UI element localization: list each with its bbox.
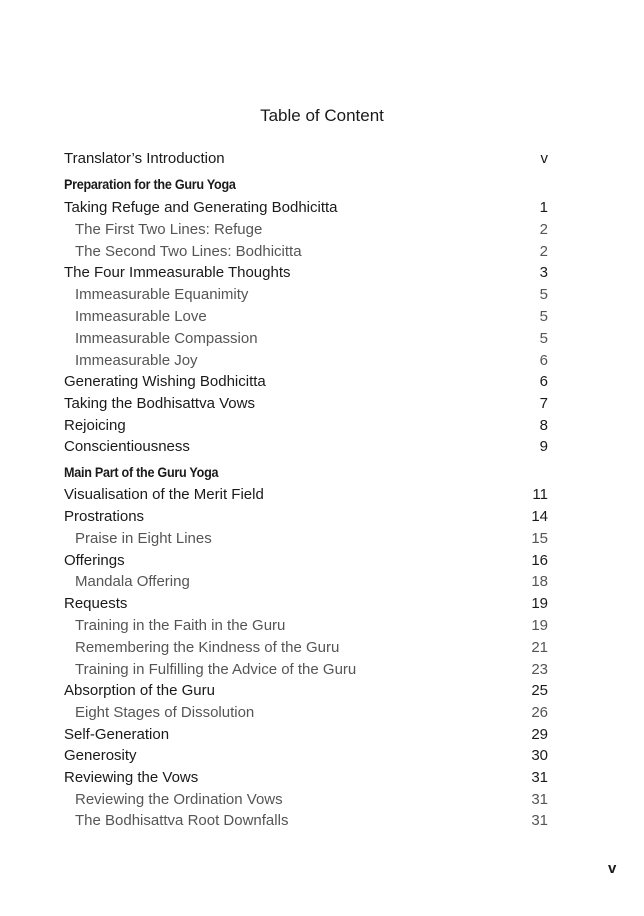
- toc-subentry[interactable]: [64, 243, 548, 263]
- toc-subentry[interactable]: [64, 639, 548, 659]
- toc-subentry[interactable]: [64, 352, 548, 372]
- toc-entry-page-number: 9: [539, 438, 548, 455]
- toc-entry[interactable]: [64, 747, 548, 767]
- toc-entry-title: Absorption of the Guru: [64, 682, 215, 699]
- toc-entry-page-number: 18: [531, 573, 548, 590]
- toc-entry[interactable]: [64, 486, 548, 506]
- toc-subentry[interactable]: [64, 617, 548, 637]
- toc-entry-page-number: 19: [531, 595, 548, 612]
- toc-entry-title: The First Two Lines: Refuge: [75, 221, 263, 238]
- toc-entry[interactable]: [64, 682, 548, 702]
- page-number: v: [608, 860, 617, 877]
- toc-entry-page-number: 7: [539, 395, 548, 412]
- toc-entry-page-number: v: [540, 150, 548, 167]
- toc-entry[interactable]: [64, 373, 548, 393]
- toc-entry[interactable]: [64, 199, 548, 219]
- toc-entry[interactable]: [64, 552, 548, 572]
- toc-entry-title: Immeasurable Compassion: [75, 330, 258, 347]
- toc-subentry[interactable]: [64, 330, 548, 350]
- toc-entry-title: Generating Wishing Bodhicitta: [64, 373, 266, 390]
- toc-entry[interactable]: [64, 438, 548, 458]
- toc-entry-page-number: 3: [539, 264, 548, 281]
- toc-entry[interactable]: [64, 769, 548, 789]
- toc-entry-page-number: 25: [531, 682, 548, 699]
- toc-entry-title: Offerings: [64, 552, 125, 569]
- toc-entry-title: Immeasurable Equanimity: [75, 286, 249, 303]
- toc-entry-page-number: 11: [532, 486, 548, 503]
- toc-entry-title: Translator’s Introduction: [64, 150, 225, 167]
- toc-entry-title: Rejoicing: [64, 417, 126, 434]
- toc-entry-page-number: 6: [539, 373, 548, 390]
- toc-entry-page-number: 30: [531, 747, 548, 764]
- toc-subentry[interactable]: [64, 530, 548, 550]
- toc-section-heading: [64, 176, 548, 196]
- toc-entry-title: Preparation for the Guru Yoga: [64, 176, 236, 192]
- toc-entry-title: Training in the Faith in the Guru: [75, 617, 286, 634]
- toc-entry-page-number: 16: [531, 552, 548, 569]
- toc-entry[interactable]: [64, 150, 548, 170]
- toc-entry-title: Training in Fulfilling the Advice of the Guru: [75, 661, 357, 678]
- toc-entry-title: Visualisation of the Merit Field: [64, 486, 264, 503]
- toc-entry-title: Prostrations: [64, 508, 145, 525]
- toc-entry-title: Reviewing the Vows: [64, 769, 199, 786]
- toc-subentry[interactable]: [64, 704, 548, 724]
- toc-entry[interactable]: [64, 508, 548, 528]
- toc-subentry[interactable]: [64, 791, 548, 811]
- toc-entry-page-number: 2: [539, 243, 548, 260]
- page-title: Table of Content: [260, 106, 384, 125]
- toc-entry-title: Requests: [64, 595, 128, 612]
- toc-entry-title: The Second Two Lines: Bodhicitta: [75, 243, 302, 260]
- toc-entry-page-number: 15: [531, 530, 548, 547]
- toc-entry-title: Main Part of the Guru Yoga: [64, 464, 219, 480]
- toc-entry-page-number: 26: [531, 704, 548, 721]
- toc-entry-title: Self-Generation: [64, 726, 170, 743]
- toc-entry-page-number: 31: [531, 769, 548, 786]
- toc-entry-page-number: 21: [531, 639, 548, 656]
- toc-entry-title: Immeasurable Joy: [75, 352, 198, 369]
- toc-entry-page-number: 31: [531, 812, 548, 829]
- toc-subentry[interactable]: [64, 221, 548, 241]
- toc-section-heading: [64, 464, 548, 484]
- toc-subentry[interactable]: [64, 286, 548, 306]
- toc-entry-page-number: 23: [531, 661, 548, 678]
- toc-entry-title: Praise in Eight Lines: [75, 530, 212, 547]
- toc-entry-title: Mandala Offering: [75, 573, 190, 590]
- toc-entry-title: Eight Stages of Dissolution: [75, 704, 255, 721]
- toc-entry-title: Conscientiousness: [64, 438, 190, 455]
- toc-subentry[interactable]: [64, 661, 548, 681]
- toc-entry-page-number: 5: [539, 308, 548, 325]
- toc-entry-title: Remembering the Kindness of the Guru: [75, 639, 340, 656]
- toc-entry[interactable]: [64, 264, 548, 284]
- toc-entry-page-number: 31: [531, 791, 548, 808]
- toc-entry-title: Immeasurable Love: [75, 308, 207, 325]
- toc-entry-title: Reviewing the Ordination Vows: [75, 791, 283, 808]
- toc-entry-page-number: 5: [539, 330, 548, 347]
- toc-entry[interactable]: [64, 417, 548, 437]
- toc-subentry[interactable]: [64, 308, 548, 328]
- toc-entry-title: Generosity: [64, 747, 137, 764]
- toc-entry-page-number: 1: [539, 199, 548, 216]
- toc-entry-page-number: 14: [531, 508, 548, 525]
- toc-entry-page-number: 19: [531, 617, 548, 634]
- toc-entry-page-number: 29: [531, 726, 548, 743]
- toc-entry-title: Taking the Bodhisattva Vows: [64, 395, 255, 412]
- toc-entry-page-number: 5: [539, 286, 548, 303]
- toc-subentry[interactable]: [64, 573, 548, 593]
- toc-entry[interactable]: [64, 395, 548, 415]
- toc-entry[interactable]: [64, 726, 548, 746]
- toc-entry[interactable]: [64, 595, 548, 615]
- toc-entry-page-number: 2: [539, 221, 548, 238]
- toc-entry-title: The Bodhisattva Root Downfalls: [75, 812, 289, 829]
- toc-entry-page-number: 6: [539, 352, 548, 369]
- toc-entry-page-number: 8: [539, 417, 548, 434]
- toc-entry-title: The Four Immeasurable Thoughts: [64, 264, 291, 281]
- toc-entry-title: Taking Refuge and Generating Bodhicitta: [64, 199, 338, 216]
- toc-subentry[interactable]: [64, 812, 548, 832]
